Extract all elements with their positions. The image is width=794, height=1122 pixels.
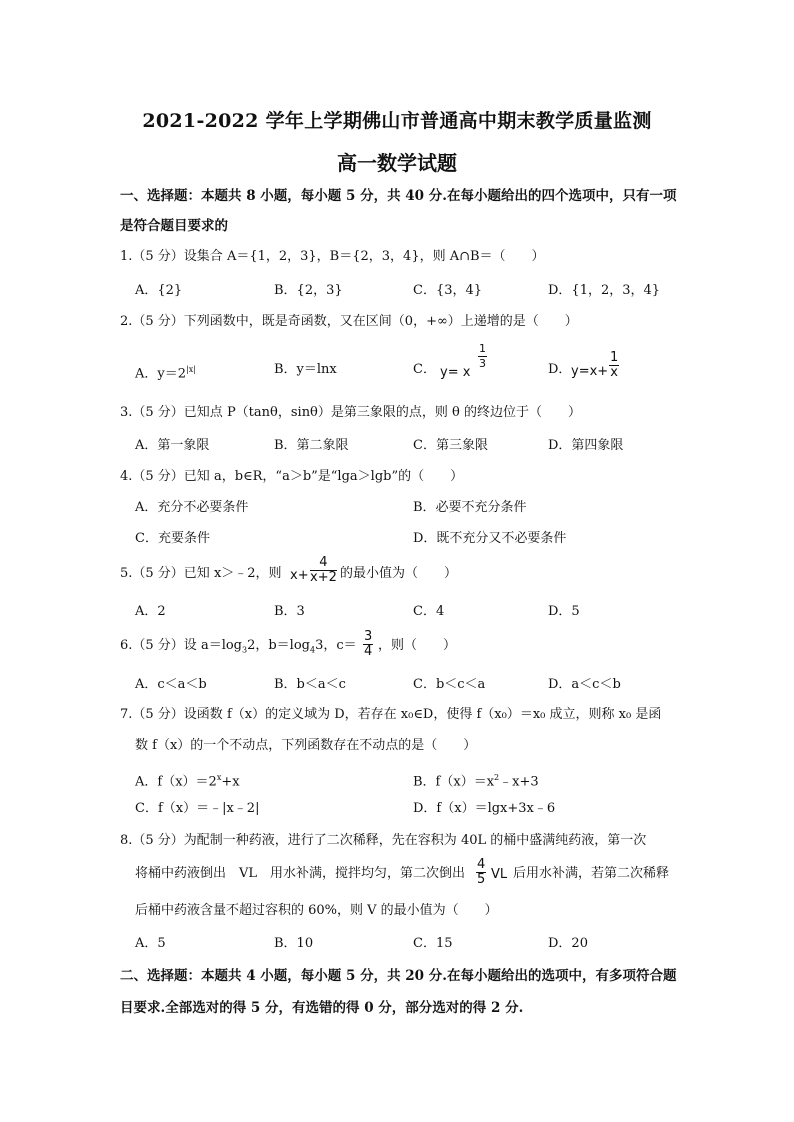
q6-sub-2: 4	[310, 645, 316, 655]
q2-option-d-expr: y=x+	[571, 364, 609, 379]
exam-subtitle: 高一数学试题	[337, 151, 457, 175]
q8-line2-pre: 将桶中药液倒出 VL 用水补满，搅拌均匀，第二次倒出	[135, 866, 466, 881]
q7-option-a-pre: A．f（x）＝2	[135, 774, 217, 790]
q2-option-a-base: y＝2	[157, 366, 187, 382]
q8-option-a: A．5	[135, 936, 166, 951]
q7-option-b-pre: B．f（x）＝x	[413, 774, 495, 790]
q5-text-pre: 5.（5 分）已知 x＞﹣2，则	[120, 566, 282, 581]
q7-option-b-exp: 2	[494, 773, 500, 782]
q7-option-a	[135, 769, 240, 791]
q4-option-d: D．既不充分又不必要条件	[413, 531, 567, 546]
q8-unit: VL	[491, 867, 508, 882]
q5-text-post: 的最小值为（ ）	[340, 566, 458, 581]
q4-option-c: C．充要条件	[135, 531, 210, 546]
q6-option-b: B．b＜a＜c	[274, 677, 346, 692]
q5-num: 4	[310, 556, 337, 571]
q7-option-a-post: +x	[221, 774, 240, 790]
q6-text-post: ，则（ ）	[378, 638, 457, 653]
q1-option-c: C．{3，4}	[413, 283, 483, 298]
q6-text-pre: 6.（5 分）设 a＝log	[120, 638, 242, 653]
q8-option-d: D．20	[548, 936, 588, 951]
q8-fraction	[476, 858, 486, 887]
q8-option-c: C．15	[413, 936, 453, 951]
q3-option-c: C．第三象限	[413, 438, 488, 453]
q5-den: x+2	[310, 570, 337, 585]
question-1: 1.（5 分）设集合 A＝{1，2，3}，B＝{2，3，4}，则 A∩B＝（ ）	[120, 249, 545, 264]
q2-option-b: B．y＝lnx	[274, 362, 337, 377]
q2-option-a-exponent: |x|	[186, 365, 196, 374]
q8-line2-post: 后用水补满，若第二次稀释	[513, 866, 670, 881]
section1-heading-line2: 是符合题目要求的	[120, 218, 228, 234]
q2-option-c-exp-den: 3	[479, 357, 486, 370]
question-8-line1: 8.（5 分）为配制一种药液，进行了二次稀释，先在容积为 40L 的桶中盛满纯药液，第一次	[120, 833, 647, 848]
q5-option-a: A．2	[135, 604, 166, 619]
q6-option-a: A．c＜a＜b	[135, 677, 207, 692]
q7-option-b	[413, 769, 539, 791]
q6-fraction	[363, 630, 373, 659]
q8-num: 4	[477, 857, 486, 872]
q7-option-c: C．f（x）＝﹣|x﹣2|	[135, 801, 260, 816]
q3-option-b: B．第二象限	[274, 438, 349, 453]
q1-option-b: B．{2，3}	[274, 283, 343, 298]
question-7-line1: 7.（5 分）设函数 f（x）的定义域为 D，若存在 x₀∈D，使得 f（x₀）＝x₀ 成立，则称 x₀ 是函	[120, 707, 662, 722]
q7-option-b-post: ﹣x+3	[499, 774, 539, 790]
q6-num: 3	[364, 629, 373, 644]
q6-den: 4	[364, 644, 373, 659]
q8-den: 5	[477, 872, 486, 887]
q6-text-mid2: 3，c＝	[315, 638, 357, 653]
q1-option-d: D．{1，2，3，4}	[548, 283, 661, 298]
exam-title: 2021-2022 学年上学期佛山市普通高中期末教学质量监测	[142, 110, 652, 132]
section2-heading-line2: 目要求.全部选对的得 5 分，有选错的得 0 分，部分选对的得 2 分.	[120, 1000, 524, 1016]
q1-option-a: A．{2}	[135, 283, 183, 298]
q6-sub-1: 3	[242, 645, 248, 655]
q2-option-d-label: D．	[548, 362, 572, 377]
q5-option-c: C．4	[413, 604, 445, 619]
section1-heading-line1: 一、选择题：本题共 8 小题，每小题 5 分，共 40 分.在每小题给出的四个选项中，只有一项	[120, 188, 677, 204]
q2-option-d-fraction	[609, 351, 619, 380]
q7-option-a-exp: x	[216, 773, 222, 782]
q4-option-a: A．充分不必要条件	[135, 500, 249, 515]
q3-option-a: A．第一象限	[135, 438, 210, 453]
question-7-line2: 数 f（x）的一个不动点，下列函数存在不动点的是（ ）	[135, 738, 477, 753]
q3-option-d: D．第四象限	[548, 438, 624, 453]
q4-option-b: B．必要不充分条件	[413, 500, 527, 515]
question-2: 2.（5 分）下列函数中，既是奇函数，又在区间（0，+∞）上递增的是（ ）	[120, 314, 578, 329]
q5-expr: x+	[290, 568, 309, 583]
q5-option-d: D．5	[548, 604, 580, 619]
q2-option-a-label: A．	[135, 366, 158, 382]
q2-option-a	[135, 361, 196, 383]
q5-fraction	[310, 556, 337, 585]
q2-option-c-exp-num: 1	[479, 342, 486, 355]
q6-text	[120, 637, 357, 660]
q5-option-b: B．3	[274, 604, 305, 619]
q2-option-d-num: 1	[610, 350, 619, 365]
q7-option-d: D．f（x）＝lgx+3x﹣6	[413, 801, 556, 816]
question-4: 4.（5 分）已知 a，b∈R，“a＞b”是“lga＞lgb”的（ ）	[120, 469, 464, 484]
question-8-line3: 后桶中药液含量不超过容积的 60%，则 V 的最小值为（ ）	[135, 903, 498, 918]
q2-option-c-base: y= x	[440, 365, 471, 380]
q6-option-d: D．a＜c＜b	[548, 677, 621, 692]
section2-heading-line1: 二、选择题：本题共 4 小题，每小题 5 分，共 20 分.在每小题给出的选项中，有多项符合题	[120, 968, 677, 984]
q2-option-d-den: x	[610, 365, 618, 380]
q2-option-c-label: C．	[413, 362, 436, 377]
question-3: 3.（5 分）已知点 P（tanθ，sinθ）是第三象限的点，则 θ 的终边位于（ ）	[120, 405, 581, 420]
q6-option-c: C．b＜c＜a	[413, 677, 486, 692]
q2-option-c-exponent	[478, 342, 487, 371]
q8-option-b: B．10	[274, 936, 314, 951]
q6-text-mid1: 2，b＝log	[247, 638, 310, 653]
